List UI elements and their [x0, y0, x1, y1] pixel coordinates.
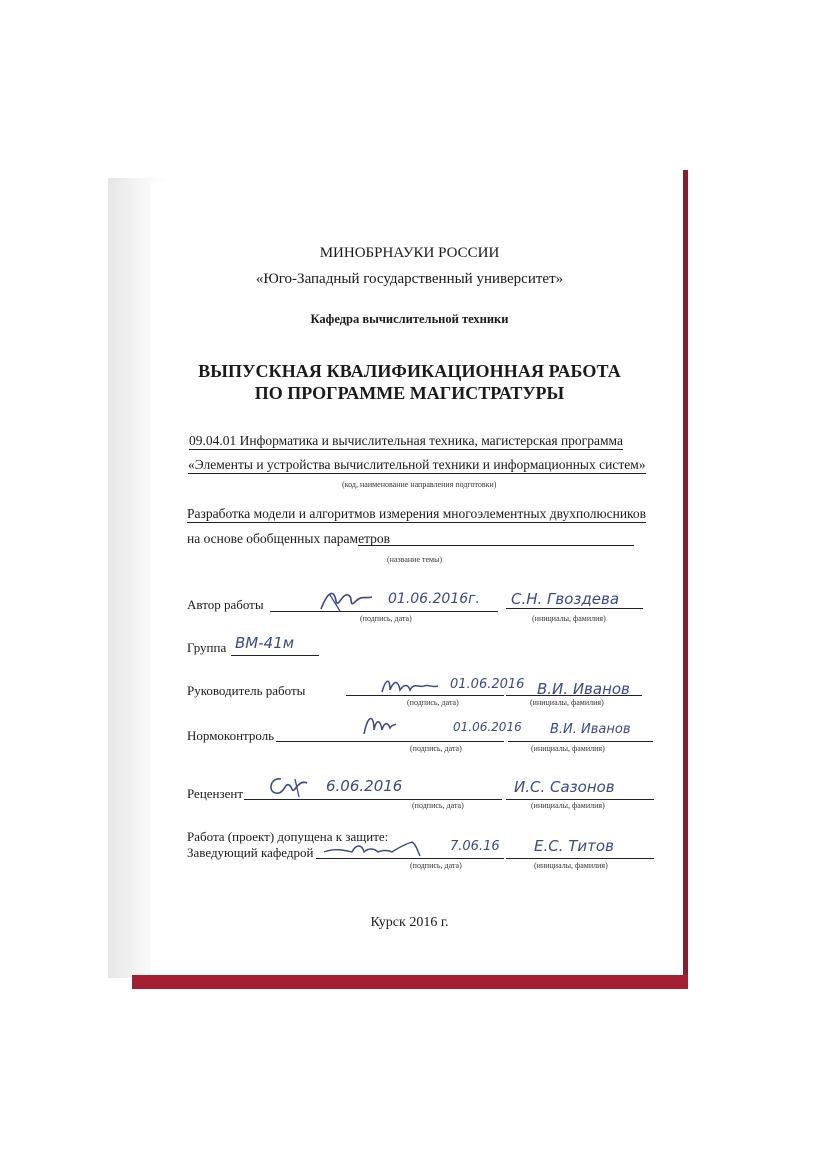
document-title-line-2: ПО ПРОГРАММЕ МАГИСТРАТУРЫ — [254, 383, 565, 403]
department-name: Кафедра вычислительной техники — [310, 312, 509, 326]
normcontrol-signature-line — [276, 741, 504, 742]
theme-underline — [358, 545, 634, 546]
author-signature-line — [270, 611, 498, 612]
normcontrol-name-handwritten: В.И. Иванов — [550, 722, 631, 737]
supervisor-date: 01.06.2016 — [450, 677, 525, 692]
author-name-handwritten: С.Н. Гвоздева — [511, 590, 620, 608]
normcontrol-date: 01.06.2016 — [453, 720, 522, 734]
normcontrol-name-line — [508, 741, 653, 742]
group-label: Группа — [187, 640, 227, 655]
theme-line-2: на основе обобщенных параметров — [187, 531, 391, 546]
supervisor-name-handwritten: В.И. Иванов — [537, 680, 630, 698]
author-caption-name: (инициалы, фамилия) — [532, 614, 606, 623]
admission-label: Работа (проект) допущена к защите: — [187, 829, 389, 844]
head-date: 7.06.16 — [450, 839, 500, 854]
author-name-line — [506, 608, 643, 609]
normcontrol-signature — [362, 712, 398, 738]
supervisor-caption-name: (инициалы, фамилия) — [530, 698, 604, 707]
group-line — [231, 655, 319, 656]
head-name-handwritten: Е.С. Титов — [534, 837, 614, 855]
reviewer-caption-name: (инициалы, фамилия) — [531, 801, 605, 810]
author-caption-signature: (подпись, дата) — [360, 614, 412, 623]
cover-edge-bottom — [132, 975, 688, 989]
reviewer-signature — [265, 773, 309, 799]
place-and-year: Курск 2016 г. — [370, 915, 449, 930]
reviewer-label: Рецензент — [187, 786, 244, 801]
head-name-line — [506, 858, 654, 859]
supervisor-signature — [380, 674, 440, 696]
reviewer-date: 6.06.2016 — [326, 777, 403, 795]
theme-line-1: Разработка модели и алгоритмов измерения многоэлементных двухполюсников — [187, 506, 647, 521]
head-signature — [322, 838, 422, 862]
theme-caption: (название темы) — [387, 555, 443, 564]
reviewer-name-handwritten: И.С. Сазонов — [514, 778, 615, 796]
author-label: Автор работы — [187, 597, 264, 612]
author-date: 01.06.2016г. — [388, 591, 480, 607]
reviewer-signature-line — [244, 799, 502, 800]
reviewer-caption-signature: (подпись, дата) — [412, 801, 464, 810]
supervisor-label: Руководитель работы — [187, 683, 306, 698]
reviewer-name-line — [506, 799, 654, 800]
normcontrol-label: Нормоконтроль — [187, 728, 275, 743]
cover-corner — [688, 968, 710, 976]
university-name: «Юго-Западный государственный университет» — [255, 271, 564, 287]
specialty-line-2: «Элементы и устройства вычислительной техники и информационных систем» — [188, 457, 646, 472]
ministry-name: МИНОБРНАУКИ РОССИИ — [319, 245, 500, 261]
cover-edge-right — [683, 170, 688, 975]
author-signature — [318, 587, 374, 615]
group-value: ВМ-41м — [235, 634, 295, 652]
head-of-department-label: Заведующий кафедрой — [187, 845, 314, 860]
supervisor-caption-signature: (подпись, дата) — [407, 698, 459, 707]
normcontrol-caption-signature: (подпись, дата) — [410, 744, 462, 753]
specialty-caption: (код, наименование направления подготовки) — [342, 480, 497, 489]
specialty-line-1: 09.04.01 Информатика и вычислительная техника, магистерская программа — [189, 433, 623, 448]
normcontrol-caption-name: (инициалы, фамилия) — [531, 744, 605, 753]
head-caption-name: (инициалы, фамилия) — [534, 861, 608, 870]
document-title-line-1: ВЫПУСКНАЯ КВАЛИФИКАЦИОННАЯ РАБОТА — [198, 361, 621, 381]
head-caption-signature: (подпись, дата) — [410, 861, 462, 870]
